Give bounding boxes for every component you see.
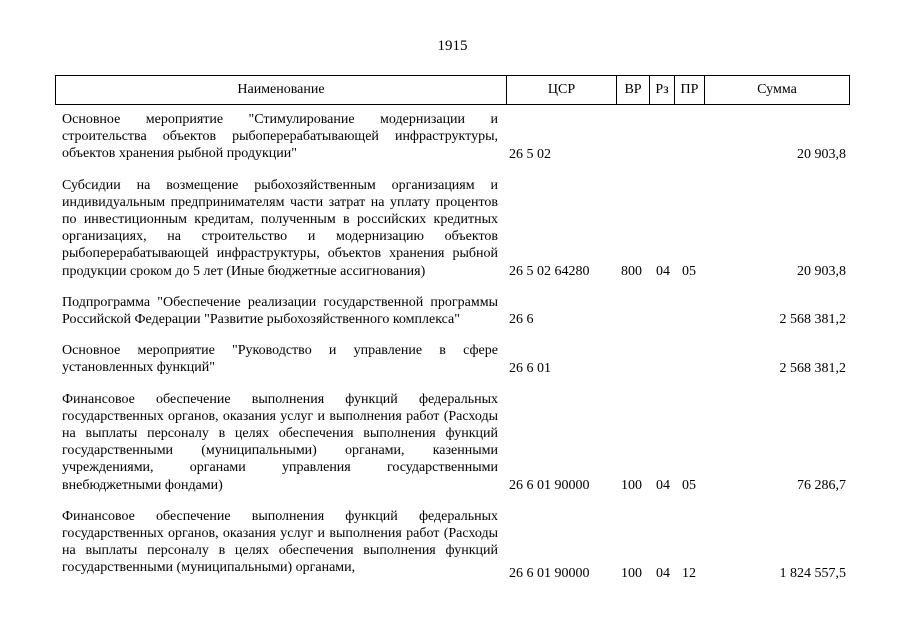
table-row [62,111,852,163]
column-header-name: Наименование [237,82,325,97]
table-row [62,177,852,280]
row-rz: 04 [656,477,670,493]
column-header-vr: ВР [616,76,649,104]
row-vr: 100 [621,477,642,493]
row-values [62,360,846,377]
table-row [62,342,852,376]
table-row [62,294,852,328]
row-csr: 26 5 02 [509,146,551,162]
row-name: Финансовое обеспечение выполнения функций федеральных государственных органов, оказания услуг и выполнения работ (Расходы на выплаты персоналу в целях обеспечения выполнения функций государственными (муниципальными) органами, [62,508,498,576]
row-pr: 05 [682,477,696,493]
row-rz: 04 [656,263,670,279]
column-header-csr: ЦСР [506,76,616,104]
row-csr: 26 6 01 90000 [509,477,590,493]
row-sum: 76 286,7 [797,477,846,493]
row-csr: 26 6 01 90000 [509,565,590,581]
table-header [55,75,850,105]
row-vr: 100 [621,565,642,581]
row-rz: 04 [656,565,670,581]
row-csr: 26 6 [509,312,534,328]
row-values [62,477,846,494]
row-sum: 1 824 557,5 [779,565,846,581]
row-name: Субсидии на возмещение рыбохозяйственным организациям и индивидуальным предпринимателям части затрат на уплату процентов по инвестиционным кредитам, полученным в российских кредитных организациях, на строительство и модернизацию объектов рыбоперерабатывающей инфраструктуры, объектов хранения рыбной продукции сроком до 5 лет (Иные бюджетные ассигнования) [62,177,498,279]
row-values [62,565,846,582]
row-values [62,311,846,328]
row-name: Подпрограмма "Обеспечение реализации государственной программы Российской Федерации "Развитие рыбохозяйственного комплекса" [62,294,498,328]
row-pr: 05 [682,263,696,279]
table-row [62,508,852,582]
row-sum: 20 903,8 [797,146,846,162]
row-name: Основное мероприятие "Стимулирование модернизации и строительства объектов рыбоперерабатывающей инфраструктуры, объектов хранения рыбной продукции" [62,112,498,162]
row-vr: 800 [621,263,642,279]
row-csr: 26 6 01 [509,360,551,376]
row-sum: 2 568 381,2 [779,360,846,376]
column-header-pr: ПР [674,76,704,104]
page-number: 1915 [437,38,468,54]
row-name: Основное мероприятие "Руководство и управление в сфере установленных функций" [62,343,498,376]
row-values [62,263,846,280]
row-sum: 20 903,8 [797,263,846,279]
row-name: Финансовое обеспечение выполнения функций федеральных государственных органов, оказания услуг и выполнения работ (Расходы на выплаты персоналу в целях обеспечения выполнения функций государственными (муниципальными) органами, казенными учреждениями, органами управления государственными внебюджетными фондами) [62,391,498,493]
row-sum: 2 568 381,2 [779,312,846,328]
column-header-rz: Рз [649,76,674,104]
row-csr: 26 5 02 64280 [509,263,590,279]
table-row [62,391,852,494]
table-body [62,111,852,596]
column-header-sum: Сумма [704,76,849,104]
row-values [62,146,846,163]
row-pr: 12 [682,565,696,581]
